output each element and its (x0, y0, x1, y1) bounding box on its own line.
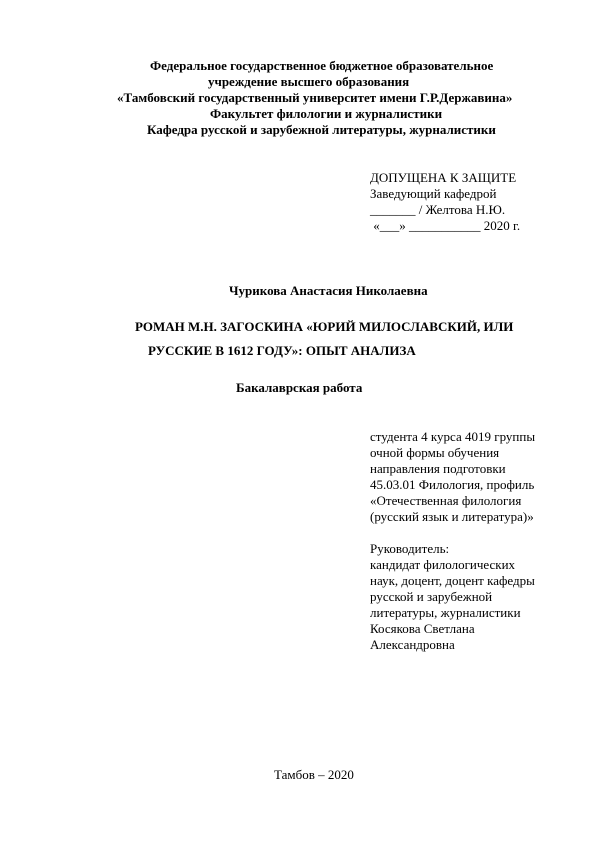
thesis-title-line-2: РУССКИЕ В 1612 ГОДУ»: ОПЫТ АНАЛИЗА (148, 343, 416, 358)
approval-block (370, 170, 520, 234)
header-line-education: учреждение высшего образования (208, 74, 410, 89)
supervisor-line-7: Александровна (370, 637, 455, 652)
supervisor-label: Руководитель: (370, 541, 450, 556)
city-year-footer: Тамбов – 2020 (274, 767, 354, 782)
author-name: Чурикова Анастасия Николаевна (229, 283, 428, 298)
header-line-faculty: Факультет филологии и журналистики (210, 106, 443, 121)
header-line-ministry: Федеральное государственное бюджетное образовательное (150, 58, 494, 73)
student-line-5: «Отечественная филология (370, 493, 522, 508)
approval-heading: ДОПУЩЕНА К ЗАЩИТЕ (370, 170, 517, 185)
work-type: Бакалаврская работа (236, 380, 363, 395)
thesis-title-line-1: РОМАН М.Н. ЗАГОСКИНА «ЮРИЙ МИЛОСЛАВСКИЙ, ИЛИ (135, 319, 514, 334)
student-line-4: 45.03.01 Филология, профиль (370, 477, 535, 492)
supervisor-line-2: кандидат филологических (370, 557, 516, 572)
supervisor-line-6: Косякова Светлана (370, 621, 475, 636)
student-line-3: направления подготовки (370, 461, 506, 476)
supervisor-block (370, 541, 535, 653)
approval-role: Заведующий кафедрой (370, 186, 497, 201)
approval-signature-line: _______ / Желтова Н.Ю. (370, 202, 506, 217)
student-block (370, 429, 535, 525)
approval-date-line: «___» ___________ 2020 г. (370, 218, 521, 233)
supervisor-line-3: наук, доцент, доцент кафедры (370, 573, 535, 588)
supervisor-line-5: литературы, журналистики (370, 605, 521, 620)
supervisor-line-4: русской и зарубежной (370, 589, 493, 604)
header-line-university: «Тамбовский государственный университет имени Г.Р.Державина» (117, 90, 513, 105)
header-line-department: Кафедра русской и зарубежной литературы, журналистики (147, 122, 496, 137)
student-line-2: очной формы обучения (370, 445, 500, 460)
student-line-6: (русский язык и литература)» (370, 509, 534, 524)
student-line-1: студента 4 курса 4019 группы (370, 429, 536, 444)
